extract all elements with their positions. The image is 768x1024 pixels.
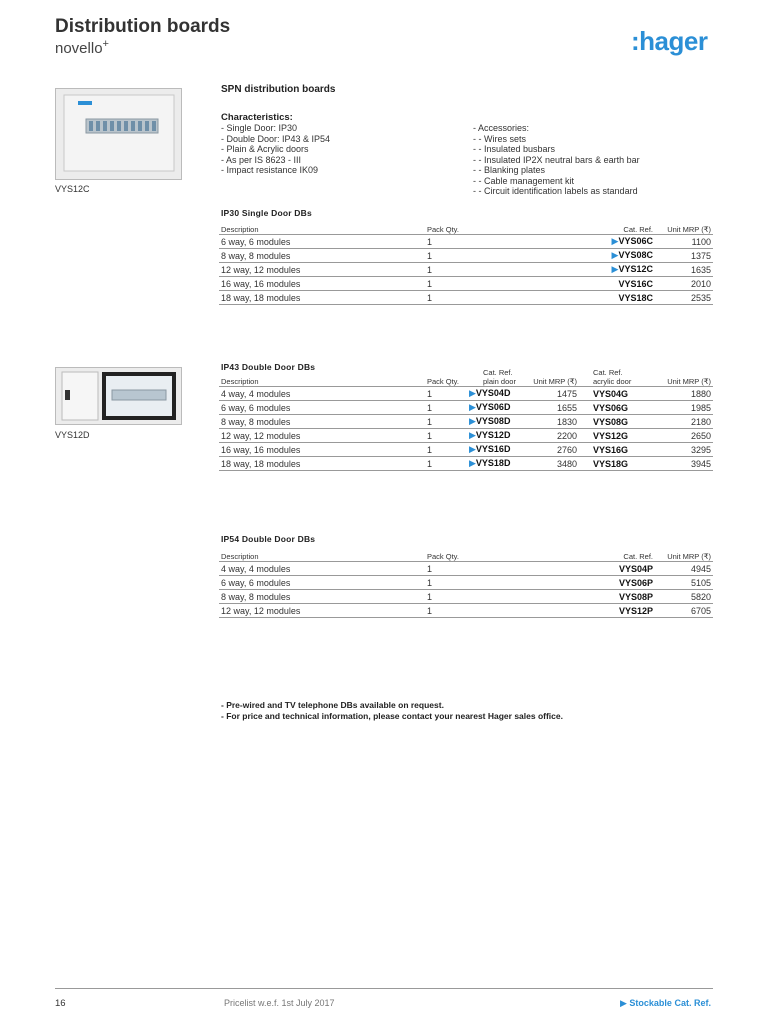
- table-title-ip54: IP54 Double Door DBs: [221, 534, 316, 544]
- col-header: Pack Qty.: [427, 225, 459, 234]
- cell-mrp: 2535: [655, 291, 713, 305]
- cell-description: 4 way, 4 modules: [219, 562, 425, 576]
- note-line: - For price and technical information, please contact your nearest Hager sales office.: [221, 711, 563, 721]
- table-row: [219, 429, 713, 443]
- cell-description: 8 way, 8 modules: [219, 590, 425, 604]
- cell-mrp-acrylic: 3945: [643, 457, 713, 471]
- table-row: [219, 604, 713, 618]
- cell-cat-acrylic: VYS04G: [579, 387, 643, 401]
- ip43-table: [219, 368, 713, 471]
- cell-mrp-acrylic: 1880: [643, 387, 713, 401]
- cell-description: 18 way, 18 modules: [219, 291, 425, 305]
- section-title: SPN distribution boards: [221, 84, 336, 95]
- cell-cat-ref: VYS16C: [597, 277, 655, 291]
- col-header: Unit MRP (₹): [667, 225, 711, 234]
- cell-cat-ref: ▶VYS08C: [597, 249, 655, 263]
- notes: [221, 700, 563, 722]
- table-row: [219, 277, 713, 291]
- cell-pack: 1: [425, 401, 467, 415]
- product-caption: VYS12D: [55, 430, 90, 440]
- col-header: Cat. Ref. plain door: [483, 368, 516, 386]
- table-row: [219, 235, 713, 249]
- ip54-table: [219, 549, 713, 618]
- list-item: - Impact resistance IK09: [221, 165, 319, 175]
- cell-description: 16 way, 16 modules: [219, 443, 425, 457]
- distribution-board-double-door-icon: [56, 368, 181, 424]
- table-row: [219, 387, 713, 401]
- cell-pack: 1: [425, 277, 597, 291]
- stockable-marker-icon: ▶: [469, 430, 476, 440]
- stockable-marker-icon: ▶: [620, 998, 630, 1008]
- cell-cat-plain: ▶VYS08D: [467, 415, 529, 429]
- cell-description: 6 way, 6 modules: [219, 401, 425, 415]
- table-row: [219, 562, 713, 576]
- table-row: [219, 576, 713, 590]
- stockable-marker-icon: ▶: [469, 458, 476, 468]
- col-header: Cat. Ref.: [623, 225, 653, 234]
- cell-description: 8 way, 8 modules: [219, 249, 425, 263]
- stockable-marker-icon: ▶: [611, 250, 619, 260]
- stockable-marker-icon: ▶: [611, 236, 619, 246]
- list-item: - Plain & Acrylic doors: [221, 144, 309, 154]
- note-line: - Pre-wired and TV telephone DBs available on request.: [221, 700, 444, 710]
- cell-mrp: 1635: [655, 263, 713, 277]
- cell-cat-acrylic: VYS08G: [579, 415, 643, 429]
- stockable-marker-icon: ▶: [469, 416, 476, 426]
- col-header: Unit MRP (₹): [667, 552, 711, 561]
- footer-divider: [55, 988, 713, 989]
- col-header: Description: [221, 377, 259, 386]
- cell-mrp-plain: 3480: [529, 457, 579, 471]
- stockable-marker-icon: ▶: [469, 402, 476, 412]
- cell-cat-ref: VYS04P: [597, 562, 655, 576]
- cell-pack: 1: [425, 576, 597, 590]
- pricelist-date: Pricelist w.e.f. 1st July 2017: [224, 998, 335, 1008]
- table-title-ip30: IP30 Single Door DBs: [221, 208, 312, 218]
- cell-mrp-plain: 1830: [529, 415, 579, 429]
- col-header: Description: [221, 552, 259, 561]
- cell-pack: 1: [425, 291, 597, 305]
- cell-cat-acrylic: VYS18G: [579, 457, 643, 471]
- cell-mrp: 1375: [655, 249, 713, 263]
- cell-pack: 1: [425, 415, 467, 429]
- cell-mrp: 6705: [655, 604, 713, 618]
- cell-pack: 1: [425, 263, 597, 277]
- cell-cat-plain: ▶VYS06D: [467, 401, 529, 415]
- characteristics-list-right: [473, 123, 640, 197]
- cell-description: 12 way, 12 modules: [219, 429, 425, 443]
- cell-pack: 1: [425, 235, 597, 249]
- product-caption: VYS12C: [55, 184, 90, 194]
- characteristics-list-left: [221, 123, 330, 176]
- cell-description: 8 way, 8 modules: [219, 415, 425, 429]
- cell-cat-ref: VYS12P: [597, 604, 655, 618]
- list-item: - Double Door: IP43 & IP54: [221, 133, 331, 144]
- cell-pack: 1: [425, 429, 467, 443]
- stockable-legend: ▶ Stockable Cat. Ref.: [620, 998, 711, 1008]
- cell-description: 12 way, 12 modules: [219, 263, 425, 277]
- cell-pack: 1: [425, 457, 467, 471]
- cell-cat-plain: ▶VYS16D: [467, 443, 529, 457]
- cell-mrp: 5105: [655, 576, 713, 590]
- col-header: Unit MRP (₹): [533, 377, 577, 386]
- ip30-table: [219, 222, 713, 305]
- table-row: [219, 249, 713, 263]
- cell-pack: 1: [425, 604, 597, 618]
- product-image-vys12c: [55, 88, 182, 180]
- cell-cat-ref: VYS06P: [597, 576, 655, 590]
- cell-pack: 1: [425, 562, 597, 576]
- list-item: - - Wires sets: [473, 133, 526, 144]
- list-item: - - Circuit identification labels as standard: [473, 186, 638, 196]
- list-item: - As per IS 8623 - III: [221, 154, 302, 165]
- cell-description: 6 way, 6 modules: [219, 576, 425, 590]
- stockable-marker-icon: ▶: [469, 388, 476, 398]
- cell-mrp-plain: 2200: [529, 429, 579, 443]
- cell-mrp-acrylic: 2180: [643, 415, 713, 429]
- list-item: - - Blanking plates: [473, 165, 546, 175]
- cell-description: 4 way, 4 modules: [219, 387, 425, 401]
- hager-logo: :hager: [631, 26, 708, 56]
- cell-cat-ref: ▶VYS06C: [597, 235, 655, 249]
- cell-cat-ref: VYS18C: [597, 291, 655, 305]
- cell-pack: 1: [425, 590, 597, 604]
- page-number: 16: [55, 998, 66, 1009]
- table-title-ip43: IP43 Double Door DBs: [221, 362, 316, 372]
- cell-mrp: 2010: [655, 277, 713, 291]
- cell-description: 16 way, 16 modules: [219, 277, 425, 291]
- col-header: Cat. Ref.: [623, 552, 653, 561]
- cell-cat-plain: ▶VYS18D: [467, 457, 529, 471]
- col-header: Cat. Ref. acrylic door: [593, 368, 632, 386]
- cell-pack: 1: [425, 249, 597, 263]
- cell-pack: 1: [425, 443, 467, 457]
- col-header: Unit MRP (₹): [667, 377, 711, 386]
- product-image-vys12d: [55, 367, 182, 425]
- stockable-marker-icon: ▶: [469, 444, 476, 454]
- list-item: - Single Door: IP30: [221, 123, 298, 133]
- stockable-marker-icon: ▶: [611, 264, 619, 274]
- table-row: [219, 263, 713, 277]
- table-row: [219, 291, 713, 305]
- table-row: [219, 443, 713, 457]
- cell-cat-ref: VYS08P: [597, 590, 655, 604]
- cell-mrp: 5820: [655, 590, 713, 604]
- characteristics-label: Characteristics:: [221, 112, 293, 123]
- cell-description: 6 way, 6 modules: [219, 235, 425, 249]
- cell-mrp-acrylic: 3295: [643, 443, 713, 457]
- col-header: Pack Qty.: [427, 552, 459, 561]
- cell-cat-acrylic: VYS12G: [579, 429, 643, 443]
- cell-mrp-plain: 1655: [529, 401, 579, 415]
- distribution-board-single-door-icon: [56, 89, 181, 179]
- cell-cat-acrylic: VYS16G: [579, 443, 643, 457]
- list-item: - - Insulated IP2X neutral bars & earth bar: [473, 154, 640, 165]
- cell-mrp: 4945: [655, 562, 713, 576]
- table-row: [219, 401, 713, 415]
- cell-mrp-plain: 2760: [529, 443, 579, 457]
- cell-mrp: 1100: [655, 235, 713, 249]
- list-item: - - Insulated busbars: [473, 144, 556, 154]
- cell-description: 12 way, 12 modules: [219, 604, 425, 618]
- table-row: [219, 457, 713, 471]
- cell-description: 18 way, 18 modules: [219, 457, 425, 471]
- list-item: - Accessories:: [473, 123, 530, 133]
- cell-cat-ref: ▶VYS12C: [597, 263, 655, 277]
- cell-mrp-acrylic: 2650: [643, 429, 713, 443]
- col-header: Description: [221, 225, 259, 234]
- table-row: [219, 590, 713, 604]
- cell-cat-acrylic: VYS06G: [579, 401, 643, 415]
- cell-pack: 1: [425, 387, 467, 401]
- col-header: Pack Qty.: [427, 377, 459, 386]
- cell-cat-plain: ▶VYS12D: [467, 429, 529, 443]
- page-subtitle: novello+: [55, 38, 109, 57]
- cell-cat-plain: ▶VYS04D: [467, 387, 529, 401]
- page-title: Distribution boards: [55, 16, 231, 37]
- table-row: [219, 415, 713, 429]
- list-item: - - Cable management kit: [473, 175, 575, 186]
- cell-mrp-acrylic: 1985: [643, 401, 713, 415]
- cell-mrp-plain: 1475: [529, 387, 579, 401]
